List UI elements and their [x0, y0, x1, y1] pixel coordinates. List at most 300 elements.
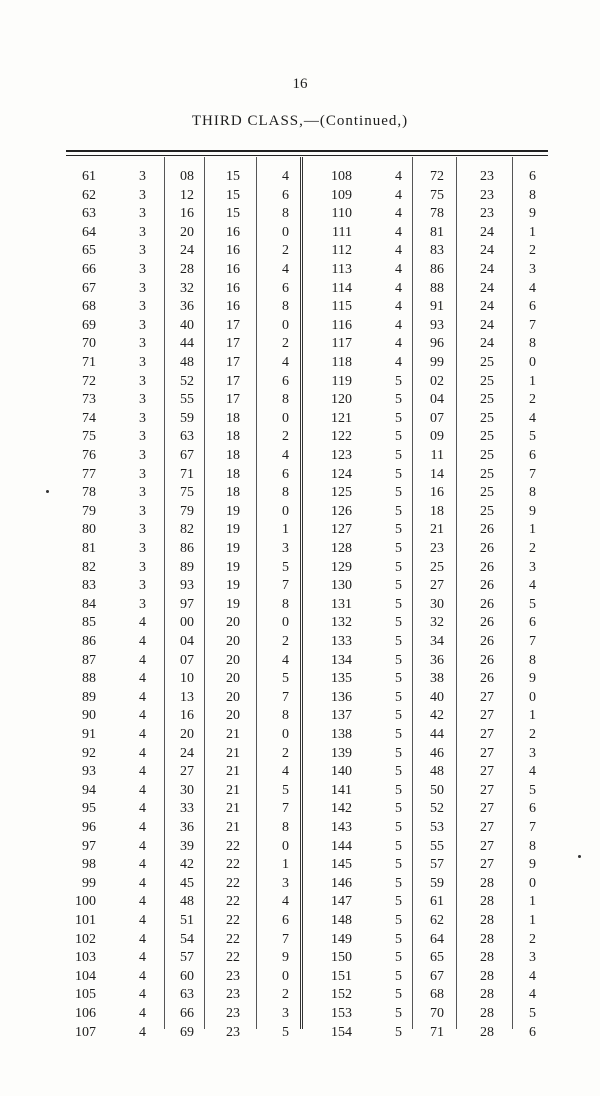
- table-cell: 27: [480, 689, 494, 705]
- table-cell: 22: [226, 913, 240, 928]
- page-title: THIRD CLASS,—(Continued,): [191, 113, 409, 129]
- table-row: [0, 949, 600, 967]
- table-cell: 8: [282, 392, 289, 408]
- table-cell: 5: [395, 1024, 402, 1040]
- table-cell: 74: [82, 410, 96, 426]
- table-cell: 6: [529, 169, 536, 184]
- table-cell: 42: [430, 708, 444, 724]
- table-cell: 5: [395, 541, 402, 556]
- table-row: [0, 224, 600, 242]
- table-cell: 25: [480, 429, 494, 445]
- table-cell: 128: [331, 541, 352, 556]
- table-row: [0, 875, 600, 893]
- table-cell: 28: [480, 950, 494, 966]
- table-cell: 5: [395, 968, 402, 984]
- table-cell: 142: [331, 801, 352, 817]
- table-cell: 4: [139, 950, 146, 966]
- table-cell: 4: [139, 745, 146, 761]
- table-cell: 26: [480, 615, 494, 631]
- table-cell: 22: [226, 857, 240, 873]
- table-cell: 38: [430, 671, 444, 687]
- table-cell: 63: [180, 987, 194, 1003]
- table-cell: 1: [529, 913, 536, 928]
- table-cell: 6: [282, 280, 289, 296]
- table-cell: 27: [180, 764, 194, 780]
- table-cell: 20: [226, 671, 240, 687]
- table-cell: 0: [529, 875, 536, 891]
- table-cell: 7: [282, 801, 289, 817]
- table-cell: 115: [331, 299, 352, 315]
- table-cell: 5: [395, 559, 402, 575]
- table-cell: 71: [82, 355, 96, 370]
- table-cell: 3: [529, 950, 536, 966]
- table-cell: 23: [226, 1024, 240, 1040]
- table-cell: 24: [480, 262, 494, 277]
- table-cell: 5: [395, 522, 402, 538]
- table-cell: 63: [180, 429, 194, 445]
- table-row: [0, 745, 600, 763]
- table-cell: 5: [282, 559, 289, 575]
- table-cell: 72: [82, 373, 96, 389]
- table-cell: 125: [331, 485, 352, 501]
- table-cell: 23: [480, 187, 494, 203]
- table-cell: 5: [395, 838, 402, 854]
- table-cell: 1: [529, 373, 536, 389]
- table-cell: 16: [180, 708, 194, 724]
- table-cell: 86: [430, 262, 444, 277]
- table-cell: 5: [529, 1006, 536, 1021]
- table-cell: 123: [331, 448, 352, 463]
- table-cell: 4: [139, 727, 146, 742]
- table-cell: 4: [529, 410, 536, 426]
- table-cell: 7: [529, 634, 536, 649]
- table-cell: 83: [430, 243, 444, 259]
- table-cell: 4: [139, 764, 146, 780]
- table-cell: 112: [331, 243, 352, 259]
- table-row: [0, 447, 600, 465]
- table-cell: 79: [180, 503, 194, 519]
- table-cell: 97: [180, 596, 194, 612]
- table-cell: 04: [180, 634, 194, 649]
- table-cell: 6: [282, 373, 289, 389]
- table-cell: 4: [139, 634, 146, 649]
- table-cell: 07: [180, 652, 194, 668]
- table-cell: 66: [82, 262, 96, 277]
- table-cell: 19: [226, 522, 240, 538]
- table-cell: 28: [480, 1006, 494, 1021]
- table-cell: 57: [180, 950, 194, 966]
- table-cell: 4: [395, 224, 402, 240]
- table-cell: 132: [331, 615, 352, 631]
- table-cell: 24: [180, 745, 194, 761]
- table-cell: 28: [480, 913, 494, 928]
- table-cell: 16: [226, 224, 240, 240]
- table-cell: 5: [395, 429, 402, 445]
- table-cell: 5: [395, 764, 402, 780]
- table-cell: 98: [82, 857, 96, 873]
- table-cell: 3: [139, 559, 146, 575]
- table-cell: 32: [180, 280, 194, 296]
- table-cell: 5: [282, 782, 289, 798]
- table-cell: 09: [430, 429, 444, 445]
- table-cell: 23: [480, 206, 494, 222]
- table-cell: 15: [226, 206, 240, 222]
- table-cell: 13: [180, 689, 194, 705]
- table-cell: 26: [480, 522, 494, 538]
- table-cell: 145: [331, 857, 352, 873]
- table-cell: 4: [529, 764, 536, 780]
- table-cell: 118: [331, 355, 352, 370]
- table-cell: 5: [395, 931, 402, 947]
- table-cell: 8: [529, 838, 536, 854]
- table-cell: 5: [395, 745, 402, 761]
- table-cell: 4: [139, 671, 146, 687]
- table-cell: 28: [480, 987, 494, 1003]
- table-cell: 19: [226, 578, 240, 594]
- table-row: [0, 484, 600, 502]
- table-cell: 8: [529, 336, 536, 352]
- table-cell: 21: [226, 820, 240, 835]
- table-cell: 5: [395, 485, 402, 501]
- table-row: [0, 838, 600, 856]
- table-row: [0, 503, 600, 521]
- table-cell: 28: [180, 262, 194, 277]
- table-cell: 11: [430, 448, 444, 463]
- table-cell: 6: [529, 299, 536, 315]
- table-cell: 7: [282, 578, 289, 594]
- table-cell: 23: [226, 987, 240, 1003]
- table-cell: 4: [395, 187, 402, 203]
- table-cell: 4: [139, 968, 146, 984]
- table-row: [0, 242, 600, 260]
- table-row: [0, 986, 600, 1004]
- table-cell: 60: [180, 968, 194, 984]
- table-cell: 28: [480, 931, 494, 947]
- table-cell: 4: [395, 243, 402, 259]
- table-cell: 64: [430, 931, 444, 947]
- table-cell: 93: [82, 764, 96, 780]
- table-row: [0, 187, 600, 205]
- table-cell: 25: [480, 392, 494, 408]
- table-cell: 114: [331, 280, 352, 296]
- table-cell: 4: [395, 317, 402, 333]
- table-cell: 95: [82, 801, 96, 817]
- table-cell: 40: [180, 317, 194, 333]
- table-cell: 16: [226, 243, 240, 259]
- table-cell: 26: [480, 596, 494, 612]
- table-cell: 2: [529, 243, 536, 259]
- table-cell: 20: [226, 615, 240, 631]
- table-cell: 0: [529, 689, 536, 705]
- table-cell: 1: [282, 857, 289, 873]
- table-row: [0, 428, 600, 446]
- table-cell: 5: [395, 466, 402, 482]
- table-cell: 4: [139, 652, 146, 668]
- table-cell: 17: [226, 317, 240, 333]
- table-cell: 0: [529, 355, 536, 370]
- table-cell: 63: [82, 206, 96, 222]
- table-cell: 8: [282, 708, 289, 724]
- table-cell: 103: [75, 950, 96, 966]
- table-cell: 92: [82, 745, 96, 761]
- table-row: [0, 726, 600, 744]
- table-row: [0, 466, 600, 484]
- table-cell: 30: [180, 782, 194, 798]
- table-cell: 27: [480, 801, 494, 817]
- table-cell: 3: [282, 541, 289, 556]
- table-cell: 3: [139, 299, 146, 315]
- table-cell: 36: [180, 820, 194, 835]
- table-cell: 4: [139, 615, 146, 631]
- table-cell: 44: [180, 336, 194, 352]
- table-cell: 122: [331, 429, 352, 445]
- table-row: [0, 559, 600, 577]
- table-cell: 17: [226, 392, 240, 408]
- page-number: 16: [292, 76, 308, 92]
- table-cell: 4: [529, 987, 536, 1003]
- table-cell: 104: [75, 968, 96, 984]
- table-cell: 25: [480, 373, 494, 389]
- table-cell: 23: [226, 1006, 240, 1021]
- table-cell: 25: [480, 355, 494, 370]
- table-cell: 3: [139, 541, 146, 556]
- table-cell: 1: [529, 224, 536, 240]
- table-cell: 22: [226, 950, 240, 966]
- table-cell: 3: [139, 466, 146, 482]
- table-cell: 4: [282, 169, 289, 184]
- table-cell: 2: [529, 392, 536, 408]
- table-row: [0, 1005, 600, 1023]
- table-cell: 4: [282, 764, 289, 780]
- table-cell: 5: [395, 671, 402, 687]
- table-cell: 48: [430, 764, 444, 780]
- table-cell: 4: [395, 206, 402, 222]
- table-cell: 91: [82, 727, 96, 742]
- table-cell: 4: [139, 875, 146, 891]
- table-cell: 24: [480, 336, 494, 352]
- table-cell: 21: [226, 782, 240, 798]
- table-cell: 4: [395, 262, 402, 277]
- table-cell: 4: [395, 169, 402, 184]
- table-row: [0, 410, 600, 428]
- table-cell: 71: [180, 466, 194, 482]
- table-cell: 85: [82, 615, 96, 631]
- table-cell: 20: [180, 224, 194, 240]
- table-cell: 4: [395, 336, 402, 352]
- table-cell: 20: [226, 634, 240, 649]
- table-cell: 75: [180, 485, 194, 501]
- table-cell: 151: [331, 968, 352, 984]
- table-cell: 0: [282, 503, 289, 519]
- table-cell: 26: [480, 671, 494, 687]
- table-cell: 19: [226, 596, 240, 612]
- table-cell: 150: [331, 950, 352, 966]
- table-cell: 45: [180, 875, 194, 891]
- table-cell: 36: [430, 652, 444, 668]
- table-cell: 88: [430, 280, 444, 296]
- table-cell: 27: [480, 708, 494, 724]
- table-cell: 133: [331, 634, 352, 649]
- table-cell: 40: [430, 689, 444, 705]
- table-cell: 124: [331, 466, 352, 482]
- table-cell: 3: [139, 280, 146, 296]
- table-cell: 141: [331, 782, 352, 798]
- table-cell: 5: [395, 392, 402, 408]
- table-cell: 22: [226, 838, 240, 854]
- table-cell: 101: [75, 913, 96, 928]
- table-cell: 0: [282, 727, 289, 742]
- table-cell: 17: [226, 373, 240, 389]
- table-cell: 24: [180, 243, 194, 259]
- table-row: [0, 614, 600, 632]
- table-cell: 73: [82, 392, 96, 408]
- table-cell: 110: [331, 206, 352, 222]
- table-cell: 32: [430, 615, 444, 631]
- table-row: [0, 689, 600, 707]
- table-cell: 6: [282, 187, 289, 203]
- table-row: [0, 968, 600, 986]
- table-cell: 5: [395, 652, 402, 668]
- table-cell: 24: [480, 224, 494, 240]
- table-cell: 3: [139, 224, 146, 240]
- table-cell: 70: [430, 1006, 444, 1021]
- table-cell: 22: [226, 894, 240, 910]
- table-cell: 91: [430, 299, 444, 315]
- table-cell: 18: [226, 429, 240, 445]
- table-cell: 3: [139, 373, 146, 389]
- table-cell: 5: [395, 1006, 402, 1021]
- table-cell: 6: [282, 466, 289, 482]
- table-cell: 5: [395, 448, 402, 463]
- table-cell: 107: [75, 1024, 96, 1040]
- table-cell: 8: [529, 187, 536, 203]
- table-cell: 119: [331, 373, 352, 389]
- table-row: [0, 652, 600, 670]
- table-cell: 6: [529, 1024, 536, 1040]
- table-cell: 27: [480, 764, 494, 780]
- table-cell: 75: [82, 429, 96, 445]
- table-cell: 5: [395, 727, 402, 742]
- table-cell: 22: [226, 931, 240, 947]
- table-cell: 5: [395, 857, 402, 873]
- table-cell: 2: [282, 634, 289, 649]
- table-cell: 20: [226, 708, 240, 724]
- table-cell: 28: [480, 968, 494, 984]
- table-cell: 28: [480, 894, 494, 910]
- table-cell: 67: [430, 968, 444, 984]
- table-cell: 78: [430, 206, 444, 222]
- table-cell: 5: [395, 801, 402, 817]
- table-cell: 36: [180, 299, 194, 315]
- table-row: [0, 540, 600, 558]
- table-row: [0, 335, 600, 353]
- table-row: [0, 707, 600, 725]
- table-cell: 02: [430, 373, 444, 389]
- table-cell: 08: [180, 169, 194, 184]
- table-cell: 14: [430, 466, 444, 482]
- table-cell: 15: [226, 187, 240, 203]
- table-cell: 139: [331, 745, 352, 761]
- table-cell: 130: [331, 578, 352, 594]
- table-cell: 8: [282, 206, 289, 222]
- table-cell: 23: [480, 169, 494, 184]
- table-cell: 52: [180, 373, 194, 389]
- table-cell: 48: [180, 894, 194, 910]
- table-cell: 3: [529, 262, 536, 277]
- table-cell: 4: [139, 689, 146, 705]
- table-cell: 3: [139, 317, 146, 333]
- table-cell: 1: [529, 894, 536, 910]
- table-cell: 27: [480, 820, 494, 835]
- table-cell: 6: [529, 615, 536, 631]
- table-row: [0, 205, 600, 223]
- table-cell: 97: [82, 838, 96, 854]
- table-cell: 4: [139, 913, 146, 928]
- table-cell: 6: [529, 448, 536, 463]
- table-cell: 77: [82, 466, 96, 482]
- table-cell: 3: [139, 243, 146, 259]
- table-cell: 88: [82, 671, 96, 687]
- table-cell: 84: [82, 596, 96, 612]
- table-cell: 21: [430, 522, 444, 538]
- table-cell: 136: [331, 689, 352, 705]
- table-cell: 5: [395, 987, 402, 1003]
- table-cell: 16: [226, 299, 240, 315]
- table-cell: 25: [430, 559, 444, 575]
- table-cell: 6: [282, 913, 289, 928]
- table-cell: 116: [331, 317, 352, 333]
- table-cell: 33: [180, 801, 194, 817]
- table-cell: 28: [480, 875, 494, 891]
- table-row: [0, 317, 600, 335]
- table-cell: 3: [529, 559, 536, 575]
- table-cell: 65: [82, 243, 96, 259]
- table-cell: 3: [139, 578, 146, 594]
- table-cell: 3: [139, 410, 146, 426]
- table-cell: 146: [331, 875, 352, 891]
- table-cell: 22: [226, 875, 240, 891]
- table-cell: 68: [82, 299, 96, 315]
- table-cell: 07: [430, 410, 444, 426]
- table-cell: 18: [430, 503, 444, 519]
- table-cell: 34: [430, 634, 444, 649]
- table-cell: 120: [331, 392, 352, 408]
- table-cell: 137: [331, 708, 352, 724]
- table-cell: 3: [139, 169, 146, 184]
- table-cell: 9: [529, 857, 536, 873]
- table-cell: 4: [282, 448, 289, 463]
- table-cell: 26: [480, 634, 494, 649]
- table-cell: 5: [395, 950, 402, 966]
- table-cell: 9: [529, 671, 536, 687]
- table-cell: 3: [139, 392, 146, 408]
- table-cell: 44: [430, 727, 444, 742]
- table-cell: 6: [529, 801, 536, 817]
- table-cell: 8: [282, 820, 289, 835]
- table-cell: 96: [430, 336, 444, 352]
- table-cell: 21: [226, 727, 240, 742]
- table-cell: 62: [82, 187, 96, 203]
- table-cell: 00: [180, 615, 194, 631]
- table-cell: 2: [282, 336, 289, 352]
- table-cell: 99: [430, 355, 444, 370]
- table-cell: 83: [82, 578, 96, 594]
- table-cell: 17: [226, 336, 240, 352]
- table-cell: 4: [282, 652, 289, 668]
- table-cell: 62: [430, 913, 444, 928]
- table-cell: 144: [331, 838, 352, 854]
- table-cell: 4: [139, 894, 146, 910]
